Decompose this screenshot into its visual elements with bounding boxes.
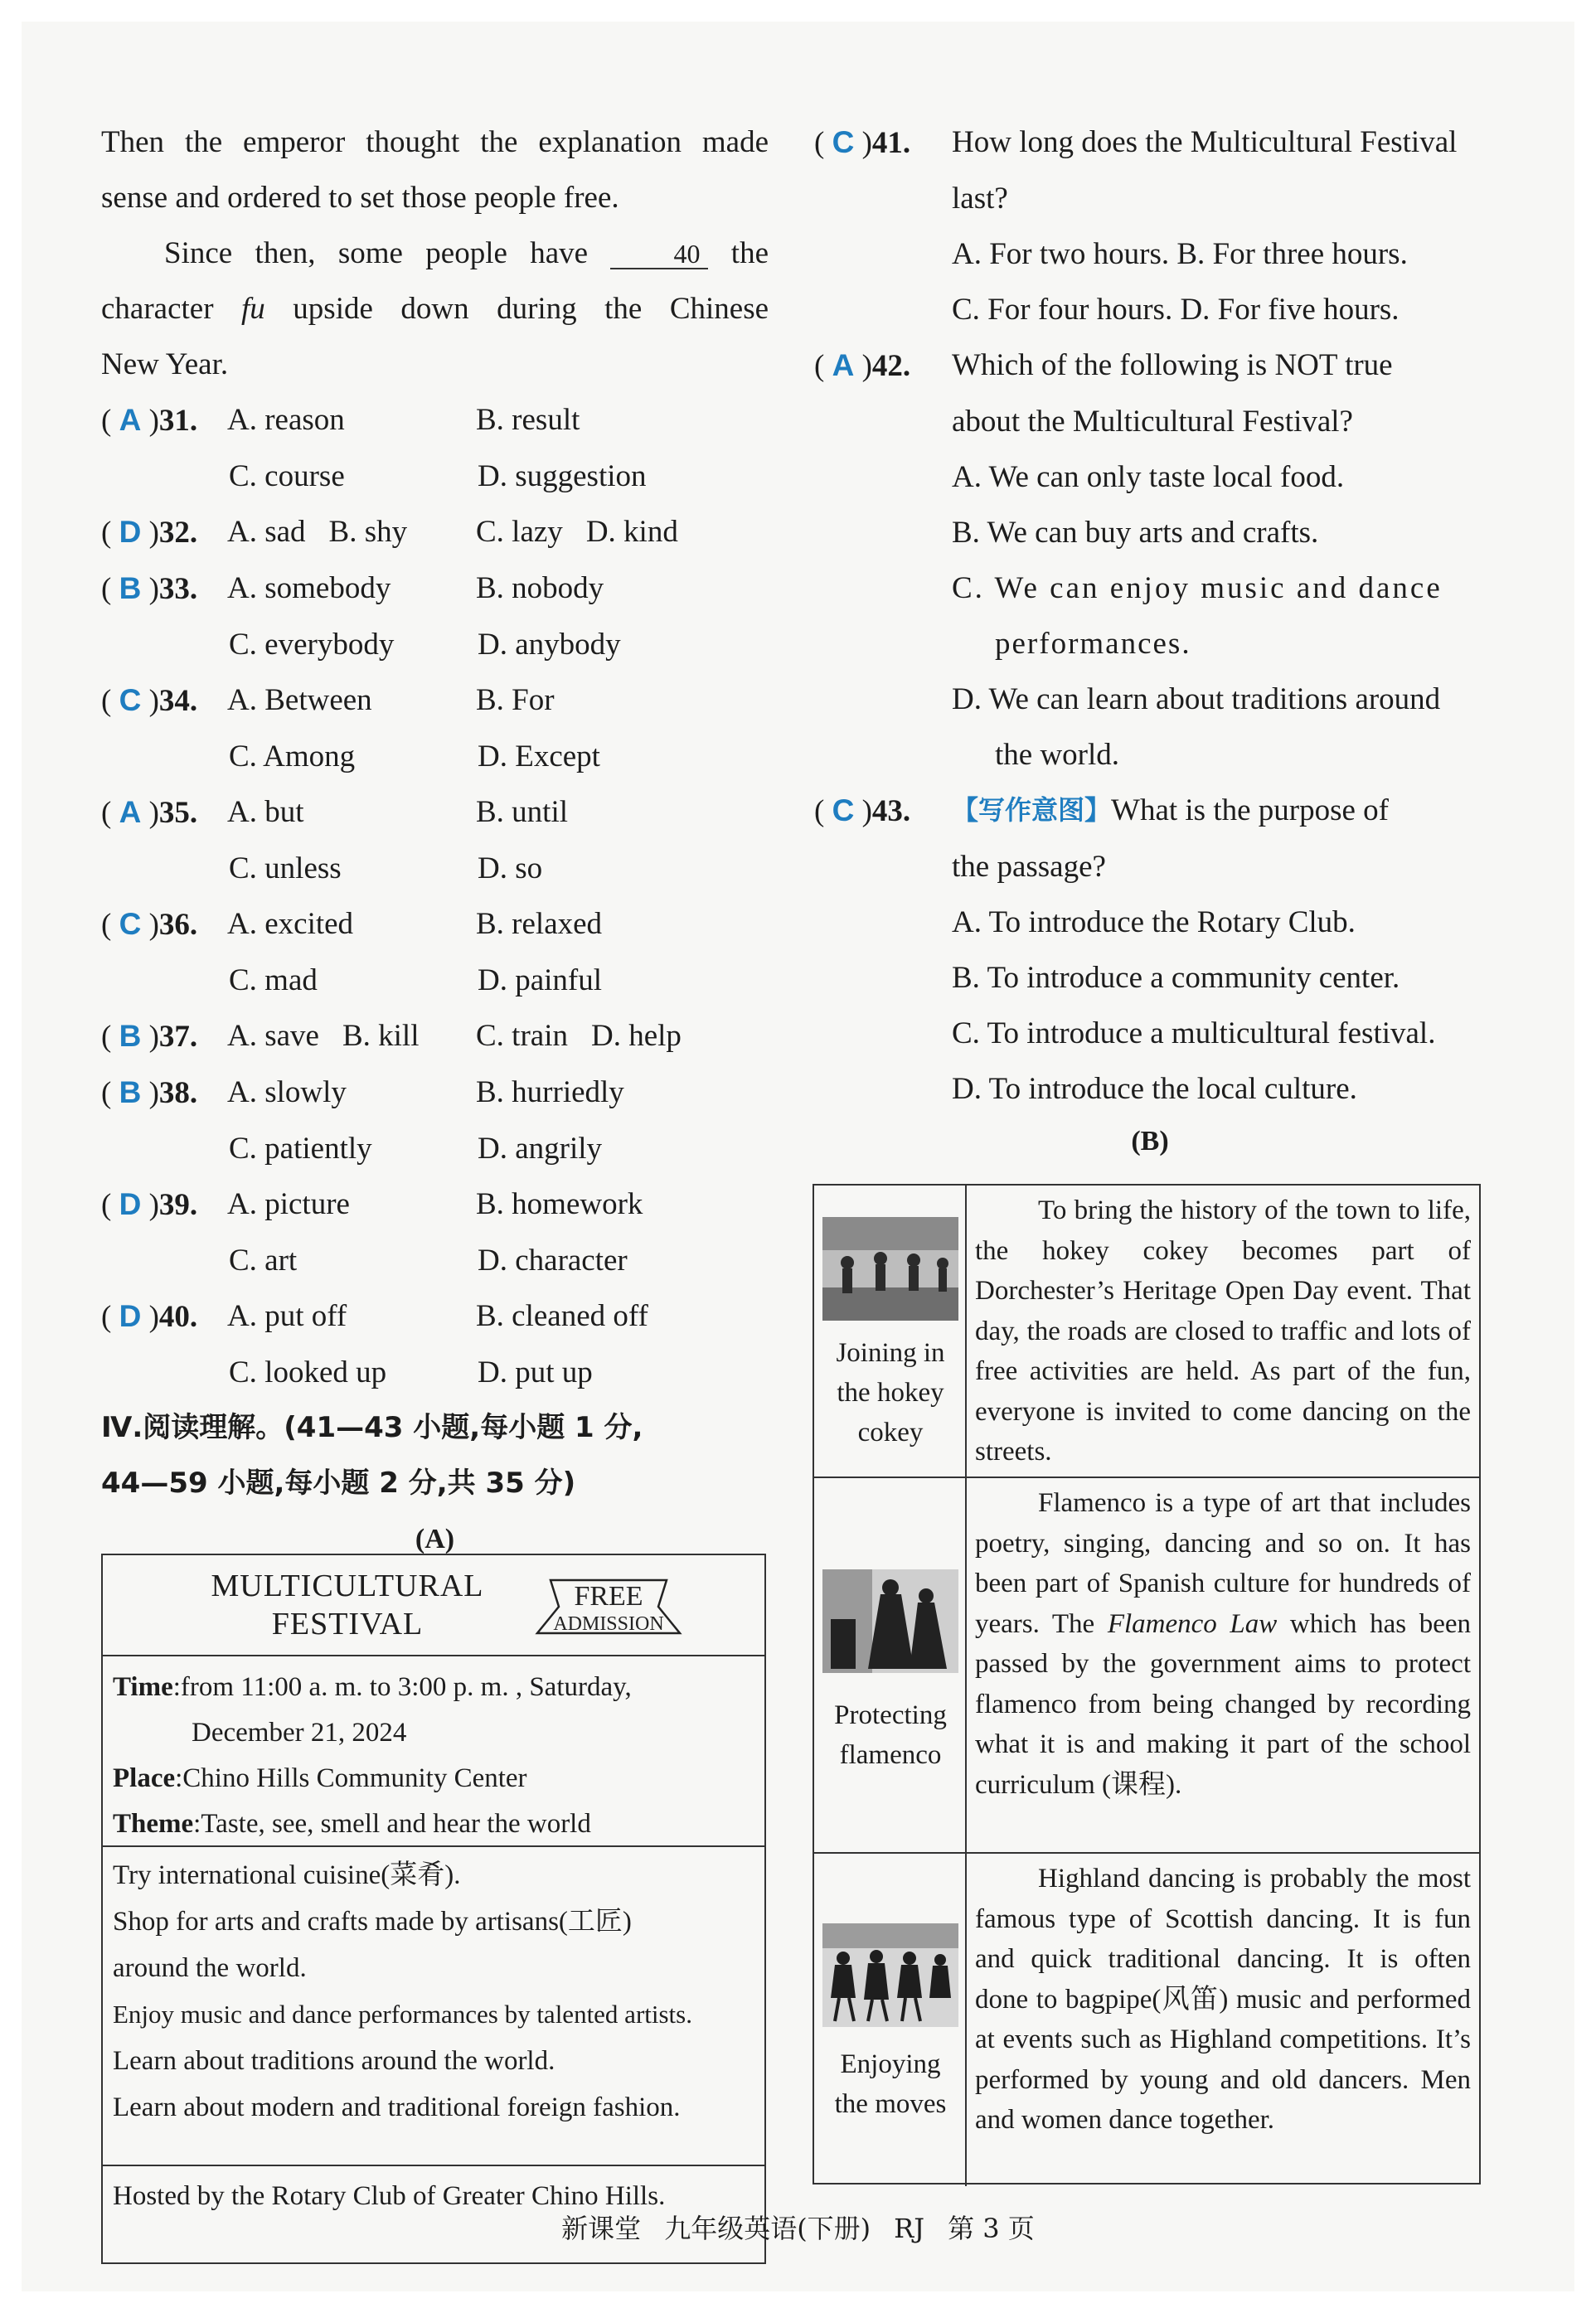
festival-host: Hosted by the Rotary Club of Greater Chino Hills. <box>113 2181 666 2211</box>
blank-40: 40 <box>610 240 708 269</box>
table-row <box>814 1478 1479 1854</box>
question-options: C. patiently D. angrily <box>229 1132 603 1166</box>
answer-letter: A <box>119 403 142 437</box>
activity-item: Learn about modern and traditional foreign fashion. <box>113 2092 681 2122</box>
row-caption: Enjoying the moves <box>834 2049 947 2119</box>
dancing-crowd-photo-icon <box>822 1217 958 1321</box>
festival-poster <box>101 1554 766 2264</box>
row-caption: Protecting flamenco <box>834 1700 947 1770</box>
activity-item: Learn about traditions around the world. <box>113 2046 555 2076</box>
answer-letter: B <box>119 1075 142 1109</box>
question-row: ( D )32. A. sad B. shy C. lazy D. kind <box>101 515 678 550</box>
activity-item: around the world. <box>113 1953 307 1983</box>
festival-title: MULTICULTURAL FESTIVAL <box>211 1569 484 1641</box>
question-row: ( D )40. A. put off B. cleaned off <box>101 1299 648 1334</box>
question-41: ( C )41. How long does the Multicultural Festival <box>814 125 1458 160</box>
question-row: ( A )31. A. reason B. result <box>101 403 580 438</box>
question-options: C. unless D. so <box>229 851 543 885</box>
option-line: D. To introduce the local culture. <box>952 1072 1357 1106</box>
answer-letter: D <box>119 1299 142 1333</box>
flamenco-dancers-photo-icon <box>822 1569 958 1673</box>
svg-text:FREE: FREE <box>574 1581 643 1612</box>
question-row: ( B )37. A. save B. kill C. train D. help <box>101 1019 682 1054</box>
question-options: C. course D. suggestion <box>229 459 647 493</box>
svg-text:ADMISSION: ADMISSION <box>553 1613 664 1635</box>
row-text: Highland dancing is probably the most famous type of Scottish dancing. It is fun and quick traditional dancing. It is often done to bagpipe(风笛) music and performed at events such as Highland competitions. It’s performed by young and old dancers. Men and women dance together. <box>975 1864 1471 2135</box>
passage-line: Since then, some people have 40 the <box>164 236 769 270</box>
row-text: To bring the history of the town to life, the hokey cokey becomes part of Dorchester’s Heritage Open Day event. That day, the roads are closed to traffic and lots of free activities are held. As part of the fun, everyone is invited to come dancing on the streets. <box>975 1195 1471 1467</box>
option-line: B. To introduce a community center. <box>952 961 1400 995</box>
option-line: C. We can enjoy music and dance <box>952 571 1443 605</box>
question-options: C. art D. character <box>229 1244 628 1278</box>
question-42: ( A )42. Which of the following is NOT true <box>814 348 1393 383</box>
highland-dancers-photo-icon <box>822 1923 958 2027</box>
option-line: A. We can only taste local food. <box>952 460 1345 494</box>
answer-letter: D <box>119 1187 142 1221</box>
question-43: ( C )43. 【写作意图】 What is the purpose of <box>814 783 1486 839</box>
part-a-label: (A) <box>415 1524 455 1554</box>
question-row: ( B )38. A. slowly B. hurriedly <box>101 1075 624 1110</box>
activity-item: Shop for arts and crafts made by artisans(工匠) <box>113 1907 632 1937</box>
reading-b-table <box>813 1184 1481 2184</box>
question-options: C. mad D. painful <box>229 963 603 997</box>
option-line: A. For two hours. B. For three hours. <box>952 237 1408 271</box>
passage-line: sense and ordered to set those people free. <box>101 181 619 215</box>
question-row: ( C )36. A. excited B. relaxed <box>101 907 603 942</box>
festival-header <box>103 1555 764 1656</box>
part-b-label: (B) <box>1131 1126 1169 1156</box>
question-options: C. looked up D. put up <box>229 1355 593 1389</box>
answer-letter: C <box>119 683 142 717</box>
page-footer: 新课堂 九年级英语(下册) RJ 第 3 页 <box>561 2213 1035 2244</box>
row-caption: Joining in the hokey cokey <box>836 1338 945 1447</box>
answer-letter: C <box>119 907 142 941</box>
free-admission-badge <box>534 1574 683 1640</box>
option-line: C. For four hours. D. For five hours. <box>952 293 1400 327</box>
option-line: A. To introduce the Rotary Club. <box>952 905 1356 939</box>
row-text: Flamenco is a type of art that includes poetry, singing, dancing and so on. It has been part of Spanish culture for hundreds of years. The Flamenco Law which has been passed by the government aims to protect flamenco from being changed by recording what it is and making it part of the school curriculum (课程). <box>975 1488 1472 1800</box>
answer-letter: B <box>119 571 142 605</box>
left-column <box>101 114 769 1567</box>
question-row: ( D )39. A. picture B. homework <box>101 1187 643 1222</box>
passage-line: New Year. <box>101 347 229 381</box>
table-row <box>814 1854 1479 2186</box>
activity-item: Try international cuisine(菜肴). <box>113 1860 461 1890</box>
option-line: B. We can buy arts and crafts. <box>952 516 1319 550</box>
table-row <box>814 1186 1479 1478</box>
passage-line: character fu upside down during the Chinese <box>101 292 769 326</box>
writing-intent-tag: 【写作意图】 <box>952 794 1112 826</box>
cloze-questions <box>101 392 769 1400</box>
option-line: D. We can learn about traditions around <box>952 682 1441 716</box>
question-options: C. everybody D. anybody <box>229 628 621 662</box>
answer-letter: A <box>119 795 142 829</box>
answer-letter: D <box>119 515 142 549</box>
question-row: ( B )33. A. somebody B. nobody <box>101 571 604 606</box>
activity-item: Enjoy music and dance performances by talented artists. <box>113 2000 692 2029</box>
section-heading: Ⅳ.阅读理解。(41—43 小题,每小题 1 分, <box>101 1411 643 1444</box>
option-line: C. To introduce a multicultural festival. <box>952 1016 1436 1050</box>
right-column: ( C )41. How long does the Multicultural Festival last? A. For two hours. B. For three hours. C. For four hours. D. For five hours. ( A )42. Which of the following is NOT true about the Multicultural Festival? A. We can only taste local food. B. We can buy arts and crafts. C. We can enjoy music and dance performances. D. We can learn about traditions around the world. ( C )43. 【写作意图】 What is the purpose of the passage? A. To introduce the Rotary Club. B. To introduce a community center. C. To introduce a multicultural festival. D. To introduce the local culture. (B) <box>814 114 1486 1166</box>
festival-info: Time:from 11:00 a. m. to 3:00 p. m. , Saturday, December 21, 2024 Place:Chino Hills Community Center Theme:Taste, see, smell and hear the world <box>103 1656 764 1847</box>
passage-line: Then the emperor thought the explanation made <box>101 125 769 159</box>
answer-letter: B <box>119 1019 142 1053</box>
section-heading: 44—59 小题,每小题 2 分,共 35 分) <box>101 1467 576 1500</box>
question-options: C. Among D. Except <box>229 739 600 773</box>
question-row: ( A )35. A. but B. until <box>101 795 569 830</box>
question-row: ( C )34. A. Between B. For <box>101 683 555 718</box>
festival-activities <box>103 1847 764 2166</box>
